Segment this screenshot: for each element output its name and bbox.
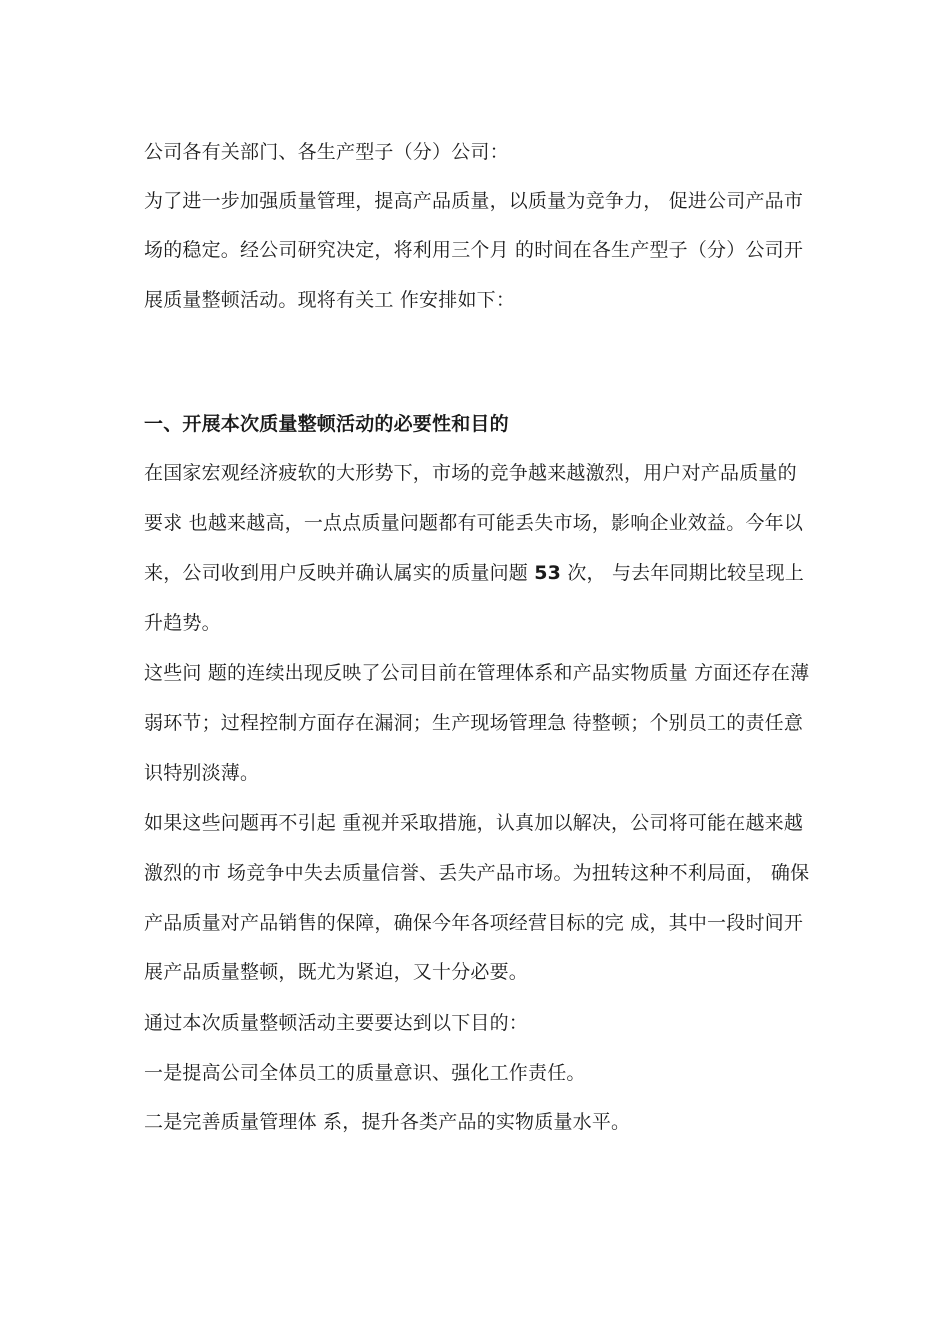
- paragraph-3-line-4: 展产品质量整顿，既尤为紧迫，又十分必要。: [144, 961, 529, 983]
- paragraph-3-line-1: 如果这些问题再不引起 重视并采取措施，认真加以解决，公司将可能在越来越: [144, 812, 804, 834]
- intro-line-3: 展质量整顿活动。现将有关工 作安排如下：: [144, 289, 516, 311]
- paragraph-1-line-3-start: 来，公司收到用户反映并确认属实的质量问题: [144, 562, 535, 584]
- paragraph-1-line-3-end: 次， 与去年同期比较呈现上: [561, 562, 804, 584]
- paragraph-1-line-3: [144, 560, 824, 586]
- paragraph-2-line-2: 弱环节；过程控制方面存在漏洞；生产现场管理急 待整顿；个别员工的责任意: [144, 712, 804, 734]
- paragraph-1-line-4: 升趋势。: [144, 612, 221, 634]
- paragraph-1-line-1: 在国家宏观经济疲软的大形势下，市场的竞争越来越激烈，用户对产品质量的: [144, 462, 797, 484]
- paragraph-1-line-2: 要求 也越来越高，一点点质量问题都有可能丢失市场，影响企业效益。今年以: [144, 512, 804, 534]
- paragraph-4: 通过本次质量整顿活动主要要达到以下目的：: [144, 1012, 529, 1034]
- paragraph-3-line-2: 激烈的市 场竞争中失去质量信誉、丢失产品市场。为扭转这种不利局面， 确保: [144, 862, 810, 884]
- paragraph-2-line-1: 这些问 题的连续出现反映了公司目前在管理体系和产品实物质量 方面还存在薄: [144, 662, 810, 684]
- paragraph-3-line-3: 产品质量对产品销售的保障，确保今年各项经营目标的完 成，其中一段时间开: [144, 912, 804, 934]
- paragraph-2-line-3: 识特别淡薄。: [144, 762, 260, 784]
- intro-line-1: 为了进一步加强质量管理，提高产品质量，以质量为竞争力， 促进公司产品市: [144, 190, 804, 212]
- section-1-heading: 一、开展本次质量整顿活动的必要性和目的: [144, 413, 509, 435]
- complaint-count: 53: [534, 562, 562, 584]
- goal-item-2: 二是完善质量管理体 系，提升各类产品的实物质量水平。: [144, 1111, 631, 1133]
- salutation: 公司各有关部门、各生产型子（分）公司：: [144, 141, 509, 163]
- goal-item-1: 一是提高公司全体员工的质量意识、强化工作责任。: [144, 1062, 586, 1084]
- intro-line-2: 场的稳定。经公司研究决定，将利用三个月 的时间在各生产型子（分）公司开: [144, 239, 804, 261]
